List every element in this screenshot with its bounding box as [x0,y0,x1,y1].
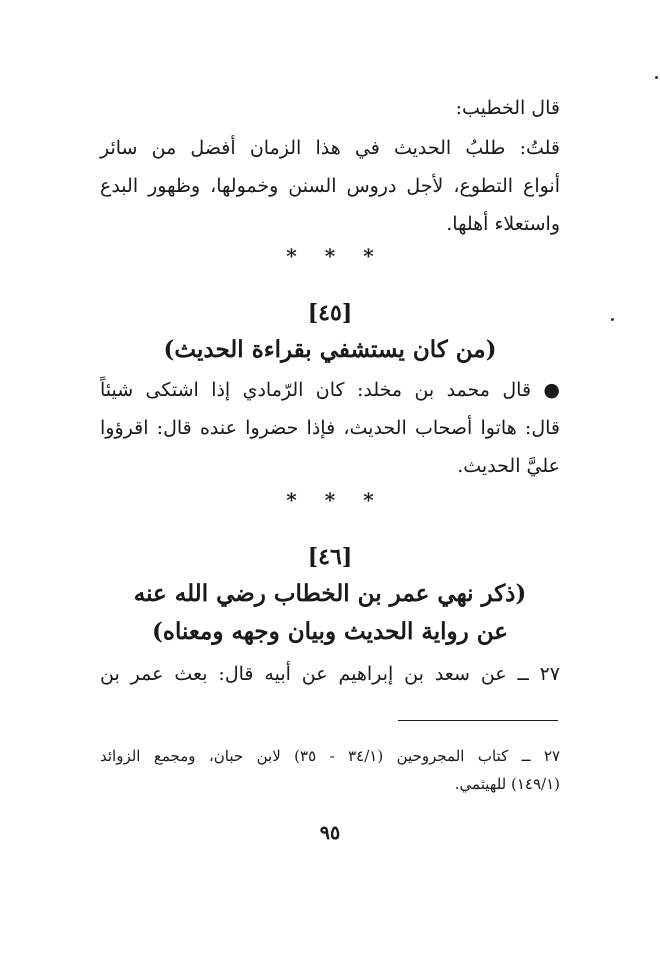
text-line: عليَّ الحديث. [457,455,560,477]
section-separator [0,488,660,512]
scan-speck [611,318,614,321]
text-line: ٢٧ ــ عن سعد بن إبراهيم عن أبيه قال: بعث عمر بن [100,663,560,685]
text-line: ● قال محمد بن مخلد: كان الرّمادي إذا اشتكى شيئاً [100,379,560,401]
text-line: أنواع التطوع، لأجل دروس السنن وخمولها، وظهور البدع [100,175,560,197]
section-title: (من كان يستشفي بقراءة الحديث) [163,336,497,363]
section-number: [٤٦] [307,544,353,570]
asterisk: * [363,488,374,512]
asterisk: * [286,488,297,512]
scan-speck [655,76,658,79]
footnote-rule [398,720,558,721]
section-number: [٤٥] [307,300,353,326]
text-line: قال: هاتوا أصحاب الحديث، فإذا حضروا عنده قال: اقرؤوا [100,417,560,439]
text-line: واستعلاء أهلها. [446,213,560,235]
section-separator [0,244,660,268]
asterisk: * [324,488,336,512]
asterisk: * [286,244,297,268]
text-line: قلتُ: طلبُ الحديث في هذا الزمان أفضل من سائر [100,137,560,159]
footnote-line: ٢٧ ــ كتاب المجروحين (٣٤/١ - ٣٥) لابن حبان، ومجمع الزوائد [100,747,561,765]
section-title: عن رواية الحديث وبيان وجهه ومعناه) [152,618,508,645]
page-number: ٩٥ [319,822,341,844]
section-title: (ذكر نهي عمر بن الخطاب رضي الله عنه [133,580,527,607]
text-line: قال الخطيب: [455,97,560,119]
footnote-line: (١٤٩/١) للهيثمي. [454,775,560,793]
asterisk: * [324,244,336,268]
asterisk: * [363,244,374,268]
